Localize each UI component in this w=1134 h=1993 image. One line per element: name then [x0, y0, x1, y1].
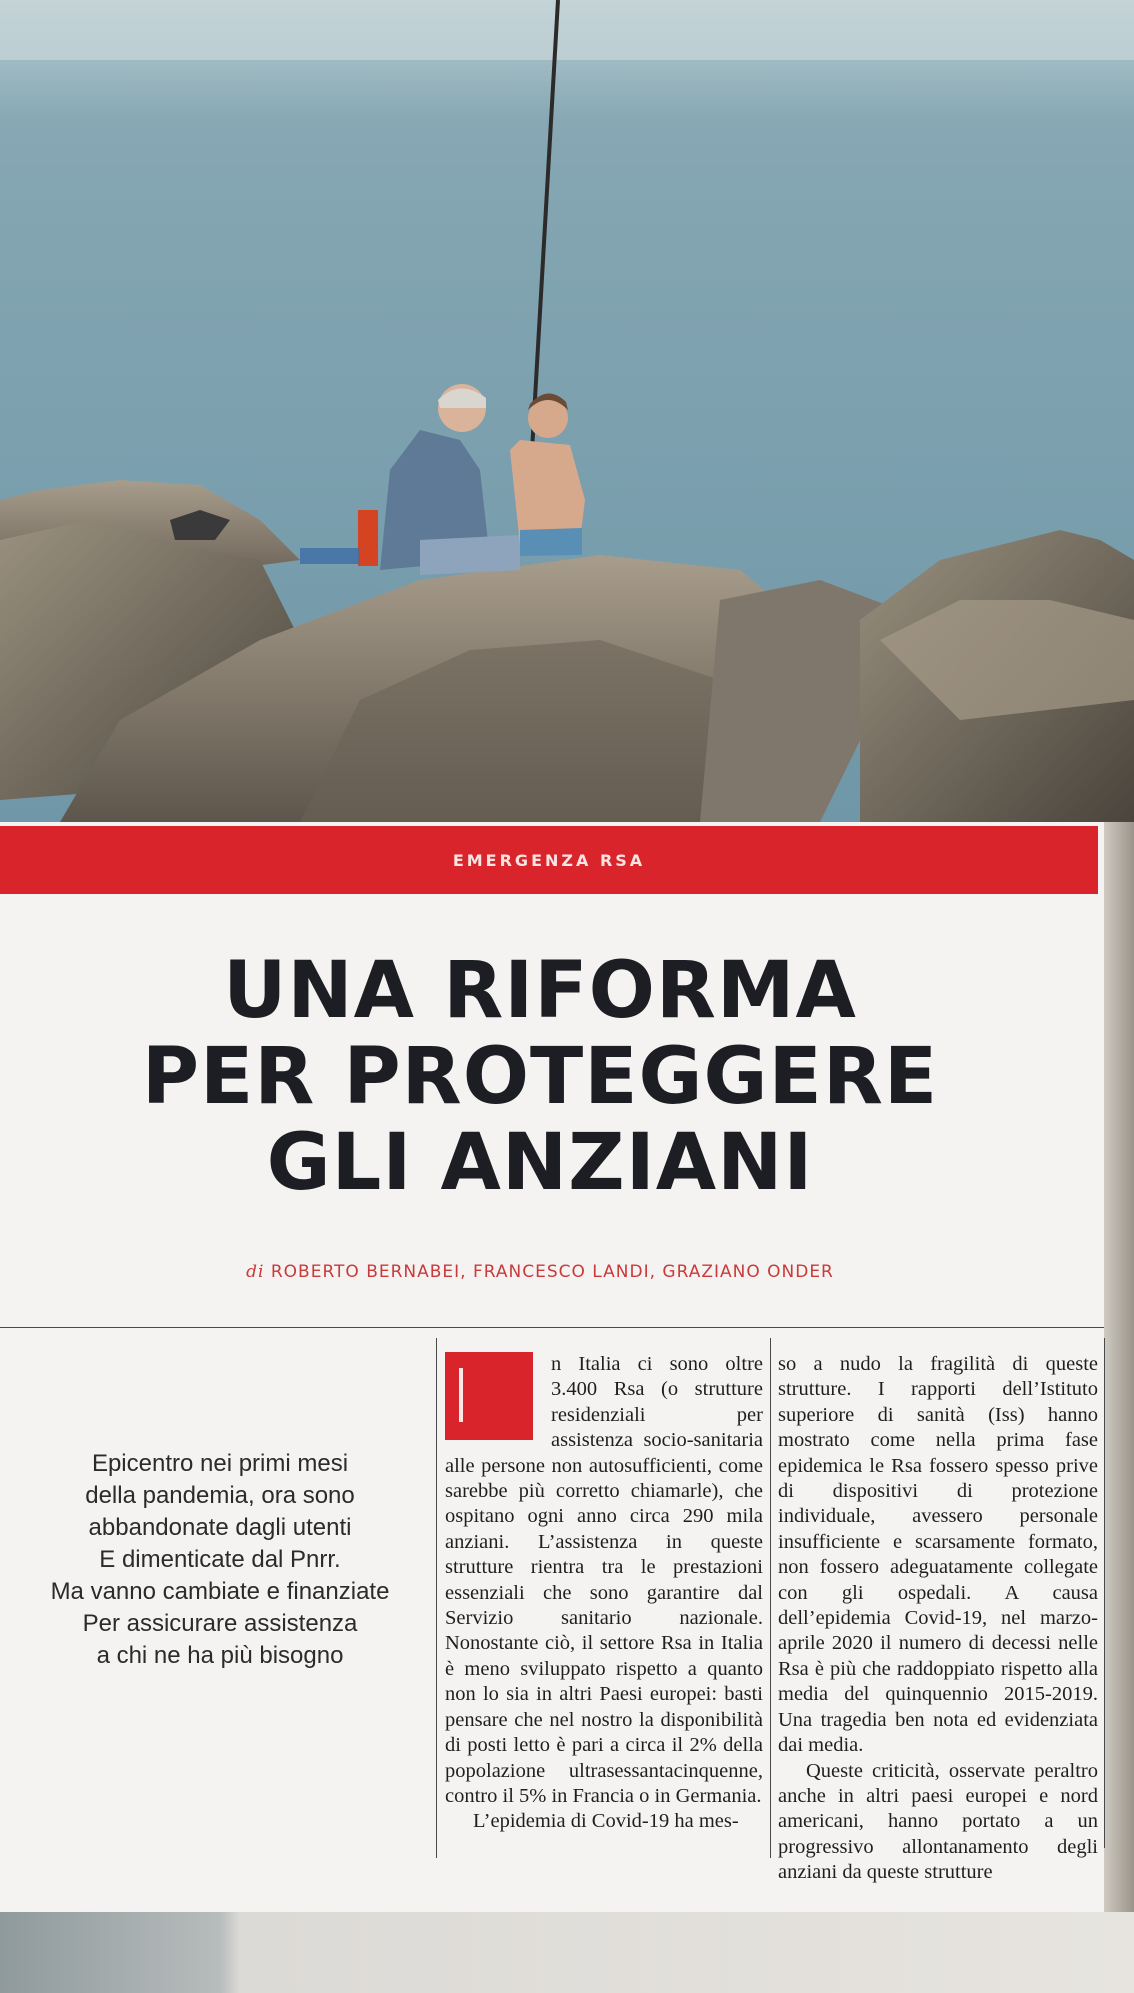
summary-line: Epicentro nei primi mesi	[91, 1450, 349, 1477]
body-column-2	[778, 1352, 1098, 1886]
headline-line-3: GLI ANZIANI	[266, 1118, 814, 1208]
body-paragraph: L’epidemia di Covid-19 ha mes-	[473, 1810, 739, 1833]
column-rule-left	[436, 1338, 437, 1858]
byline-authors: ROBERTO BERNABEI, FRANCESCO LANDI, GRAZIANO ONDER	[270, 1262, 834, 1282]
summary-line: abbandonate dagli utenti	[88, 1514, 352, 1541]
horizontal-rule	[0, 1327, 1104, 1328]
summary-line: Per assicurare assistenza	[82, 1610, 358, 1637]
article-photo	[0, 0, 1134, 822]
dropcap-box	[445, 1352, 533, 1440]
page-edge	[1104, 822, 1134, 1912]
column-rule-middle	[770, 1338, 771, 1858]
article-headline	[100, 948, 980, 1206]
summary-line: E dimenticate dal Pnrr.	[99, 1546, 341, 1573]
dropcap-letter	[459, 1368, 463, 1422]
page-bottom-background	[0, 1912, 1134, 1993]
headline-line-2: PER PROTEGGERE	[141, 1032, 939, 1122]
photo-fishing-scene	[0, 0, 1134, 822]
body-paragraph: n Italia ci sono oltre 3.400 Rsa (o strutture residenziali per assistenza socio-sanitaria alle persone non autosufficienti, come sarebbe più corretto chiamarle), che ospitano ogni anno circa 290 mila anziani. L’assistenza in queste strutture rientra tra le prestazioni essenziali che sono garantire dal Servizio sanitario nazionale. Nonostante ciò, il settore Rsa in Italia è meno sviluppato rispetto a quanto non lo sia in altri Paesi europei: basti pensare che nel nostro la disponibilità di posti letto è pari a circa il 2% della popolazione ultrasessantacinquenne, contro il 5% in Francia o in Germania.	[445, 1353, 763, 1807]
column-rule-right	[1104, 1338, 1105, 1848]
article-summary	[10, 1448, 430, 1672]
summary-line: della pandemia, ora sono	[85, 1482, 355, 1509]
summary-line: a chi ne ha più bisogno	[96, 1642, 344, 1669]
body-paragraph: so a nudo la fragilità di queste strutture. I rapporti dell’Istituto superiore di sanità (Iss) hanno mostrato come nella prima fase epidemica le Rsa fossero spesso prive di dispositivi di protezione individuale, avessero personale insufficiente e scarsamente formato, non fossero adeguatamente collegate con gli ospedali. A causa dell’epidemia Covid-19, nel marzo-aprile 2020 il numero di decessi nelle Rsa è più che raddoppiato rispetto alla media del quinquennio 2015-2019. Una tragedia ben nota ed evidenziata dai media.	[778, 1353, 1098, 1757]
body-paragraph: Queste criticità, osservate peraltro anche in altri paesi europei e nord americani, hanno portato a un progressivo allontanamento degli anziani da queste strutture	[778, 1759, 1098, 1884]
section-banner	[0, 826, 1098, 894]
section-kicker: EMERGENZA RSA	[452, 850, 646, 870]
byline	[100, 1262, 980, 1282]
headline-line-1: UNA RIFORMA	[223, 946, 857, 1036]
summary-line: Ma vanno cambiate e finanziate	[50, 1578, 390, 1605]
body-column-1	[445, 1352, 763, 1835]
byline-prefix: di	[246, 1262, 265, 1282]
